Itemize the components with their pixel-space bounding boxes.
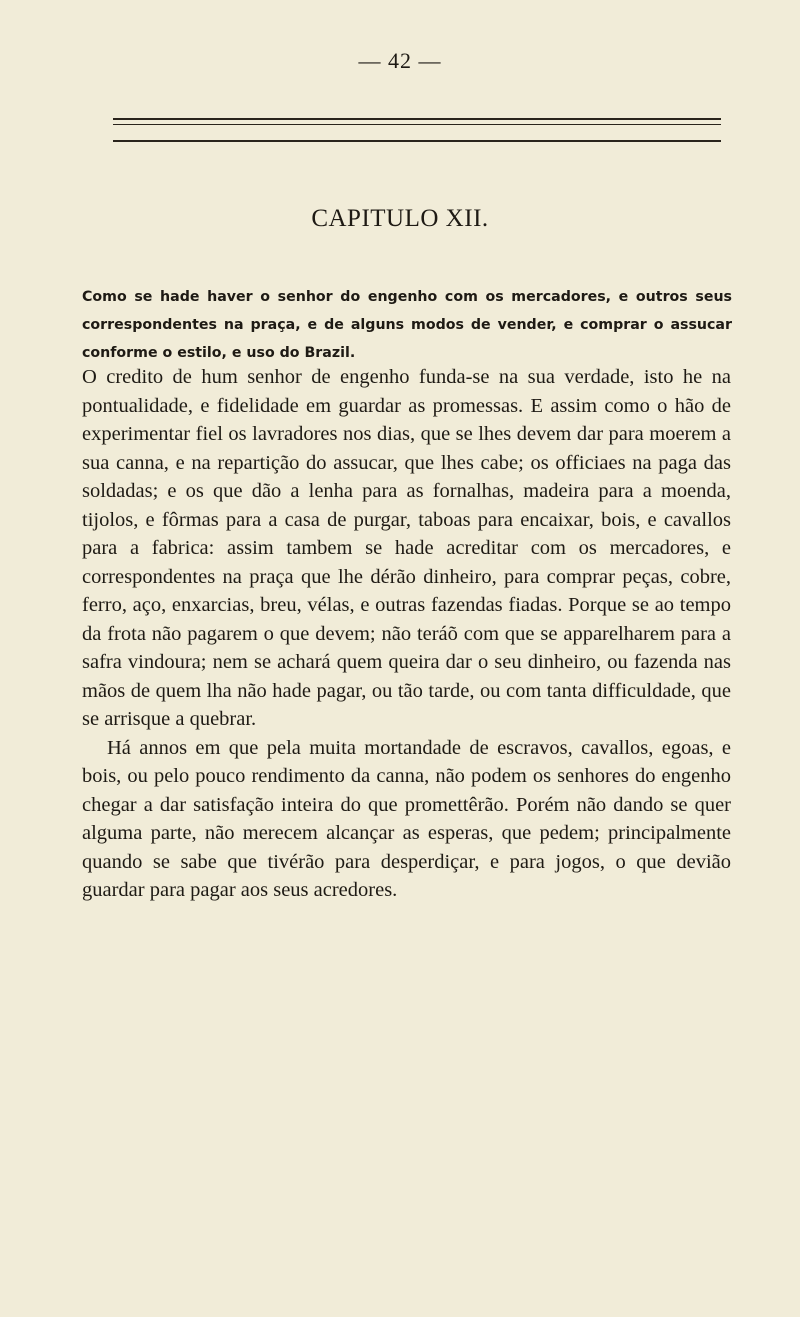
chapter-summary: Como se hade haver o senhor do engenho com os mercadores, e outros seus correspondentes na praça, e de alguns modos de vender, e comprar o assucar conforme o estilo, e uso do Brazil. (82, 289, 732, 361)
chapter-title: CAPITULO XII. (311, 205, 489, 232)
paragraph-2: Há annos em que pela muita mortandade de escravos, cavallos, egoas, e bois, ou pelo pouco rendimento da canna, não podem os senhores do engenho chegar a dar satisfação inteira do que promettêrão. Porém não dando se quer alguma parte, não merecem alcançar as esperas, que pedem; principalmente quando se sabe que tivérão para desperdiçar, e para jogos, o que devião guardar para pagar aos seus acredores. (82, 736, 731, 901)
paragraph-1: O credito de hum senhor de engenho funda-se na sua verdade, isto he na pontualidade, e fidelidade em guardar as promessas. E assim como o hão de experimentar fiel os lavradores nos dias, que se lhes devem dar para moerem a sua canna, e na repartição do assucar, que lhes cabe; os officiaes na paga das soldadas; e os que dão a lenha para as fornalhas, madeira para a moenda, tijolos, e fôrmas para a casa de purgar, taboas para encaixar, bois, e cavallos para a fabrica: assim tambem se hade acreditar com os mercadores, e correspondentes na praça que lhe dérão dinheiro, para comprar peças, cobre, ferro, aço, enxarcias, breu, vélas, e outras fazendas fiadas. Porque se ao tempo da frota não pagarem o que devem; não teráõ com que se apparelharem para a safra vindoura; nem se achará quem queira dar o seu dinheiro, ou fazenda nas mãos de quem lha não hade pagar, ou tão tarde, ou com tanta difficuldade, que se arrisque a quebrar. (82, 366, 731, 730)
header-rule-bottom (113, 140, 721, 142)
page-number: — 42 — (358, 48, 442, 73)
header-rule-middle (113, 124, 721, 125)
body-text (82, 363, 731, 905)
header-rule-top (113, 118, 721, 120)
